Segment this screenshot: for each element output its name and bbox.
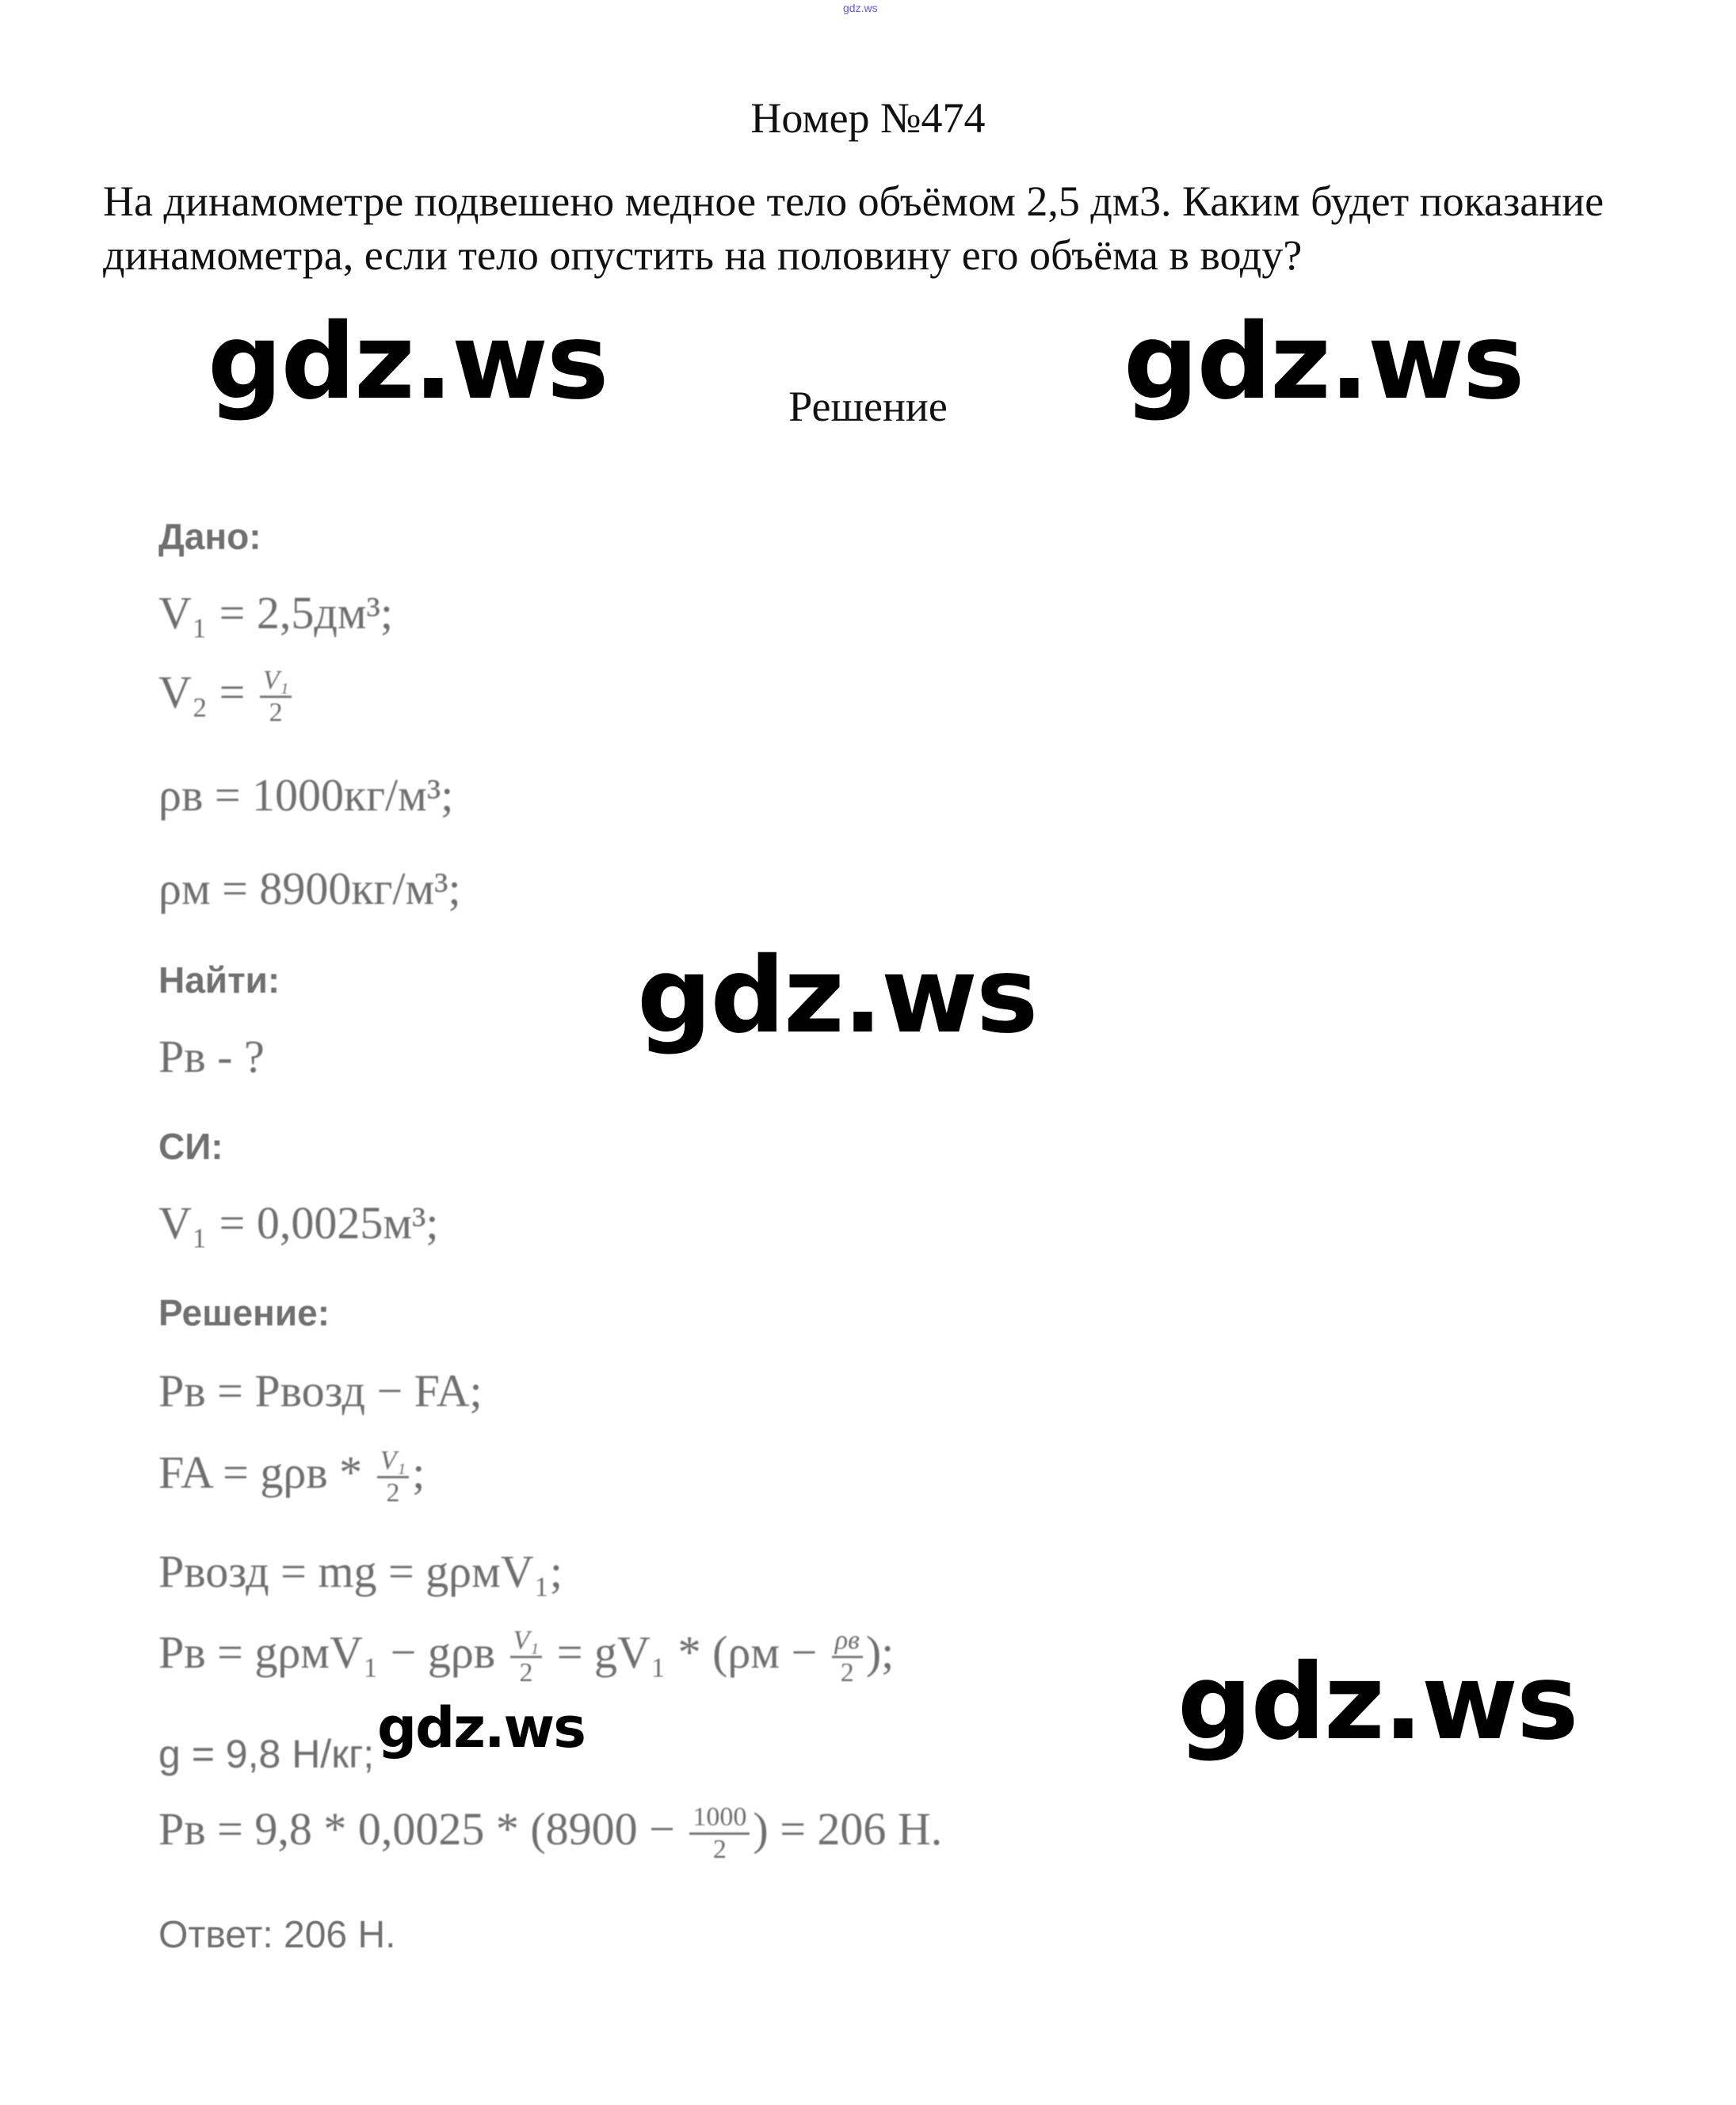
fraction-denominator: 2 [519, 1658, 533, 1688]
g-value: g = 9,8 Н/кг; [158, 1732, 375, 1776]
fraction [377, 1446, 410, 1508]
solution-label: Решение: [158, 1292, 330, 1333]
step-2 [158, 1446, 425, 1508]
problem-text: На динамометре подвешено медное тело объёмом 2,5 дм3. Каким будет показание динамометра, если тело опустить на половину его объёма в воду? [103, 177, 1604, 279]
watermark: gdz.ws [1124, 301, 1524, 423]
given-rho-copper: ρм = 8900кг/м³; [158, 863, 461, 914]
fraction-denominator: 2 [840, 1658, 854, 1688]
step-1: Pв = Pвозд − FA; [158, 1365, 483, 1417]
step-2-lhs: FA = gρв * [158, 1447, 363, 1498]
site-mark: gdz.ws [843, 2, 878, 14]
answer: Ответ: 206 Н. [158, 1914, 396, 1956]
watermark: gdz.ws [377, 1695, 585, 1760]
page-title: Номер №474 [750, 94, 986, 142]
given-v2-lhs: V₂ = [158, 666, 246, 718]
fraction-numerator: 1000 [689, 1802, 750, 1835]
step-3: Pвозд = mg = gρмV₁; [158, 1546, 563, 1597]
watermark: gdz.ws [637, 935, 1037, 1057]
step-4-mid: = gV₁ * (ρм − [556, 1626, 818, 1678]
si-value: V₁ = 0,0025м³; [158, 1197, 439, 1249]
fraction [260, 665, 292, 728]
fraction-denominator: 2 [269, 698, 283, 728]
fraction-numerator: ρв [834, 1626, 860, 1656]
find-label: Найти: [158, 959, 280, 1001]
step-5-lhs: Pв = 9,8 * 0,0025 * (8900 − [158, 1803, 675, 1855]
watermark: gdz.ws [1177, 1642, 1578, 1764]
fraction-denominator: 2 [386, 1478, 400, 1508]
si-label: СИ: [158, 1126, 223, 1167]
step-5 [158, 1802, 942, 1865]
step-4-lhs: Pв = gρмV₁ − gρв [158, 1626, 496, 1678]
given-rho-water: ρв = 1000кг/м³; [158, 769, 454, 821]
watermark: gdz.ws [208, 301, 608, 423]
step-5-tail: ) = 206 Н. [753, 1803, 943, 1855]
step-2-tail: ; [412, 1447, 425, 1498]
fraction [510, 1626, 543, 1688]
fraction-numerator: V₁ [380, 1446, 406, 1476]
solution-heading: Решение [788, 383, 948, 430]
fraction-denominator: 2 [712, 1835, 727, 1865]
given-v1: V₁ = 2,5дм³; [158, 587, 394, 639]
step-4 [158, 1626, 894, 1688]
fraction-numerator: V₁ [513, 1626, 540, 1656]
step-4-tail: ); [865, 1626, 895, 1678]
given-label: Дано: [158, 516, 261, 557]
given-v2 [158, 665, 295, 728]
fraction [832, 1626, 863, 1688]
fraction-numerator: V₁ [262, 665, 289, 696]
fraction [689, 1802, 750, 1865]
find-value: Pв - ? [158, 1031, 265, 1082]
